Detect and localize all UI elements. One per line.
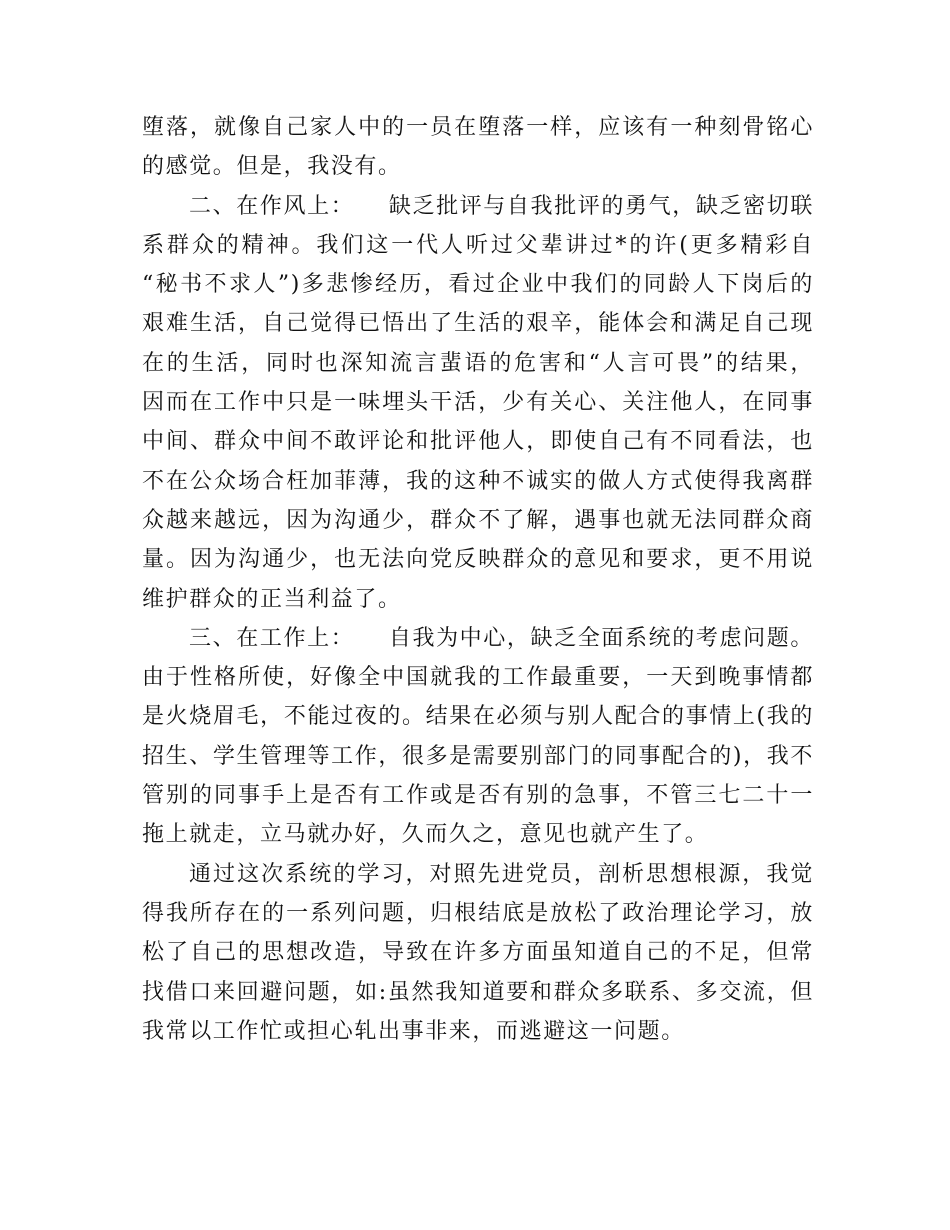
text-line: 是火烧眉毛，不能过夜的。结果在必须与别人配合的事情上(我的 (142, 704, 814, 730)
text-line: 由于性格所使，好像全中国就我的工作最重要，一天到晚事情都 (142, 665, 814, 691)
text-line: 三、在工作上： 自我为中心，缺乏全面系统的考虑问题。 (189, 625, 814, 651)
paragraph-2 (142, 187, 814, 619)
text-line: “秘书不求人”)多悲惨经历，看过企业中我们的同龄人下岗后的 (142, 272, 814, 298)
paragraph-1 (142, 108, 814, 187)
text-line: 众越来越远，因为沟通少，群众不了解，遇事也就无法同群众商 (142, 507, 814, 533)
text-line: 维护群众的正当利益了。 (142, 586, 402, 612)
text-line: 管别的同事手上是否有工作或是否有别的急事，不管三七二十一 (142, 783, 814, 809)
text-line: 我常以工作忙或担心轧出事非来，而逃避这一问题。 (142, 1018, 685, 1044)
text-line: 松了自己的思想改造，导致在许多方面虽知道自己的不足，但常 (142, 940, 814, 966)
text-line: 通过这次系统的学习，对照先进党员，剖析思想根源，我觉 (189, 861, 814, 887)
text-line: 在的生活，同时也深知流言蜚语的危害和“人言可畏”的结果， (142, 350, 814, 376)
paragraph-3 (142, 619, 814, 855)
text-line: 中间、群众中间不敢评论和批评他人，即使自己有不同看法，也 (142, 429, 814, 455)
text-line: 得我所存在的一系列问题，归根结底是放松了政治理论学习，放 (142, 900, 814, 926)
text-line: 拖上就走，立马就办好，久而久之，意见也就产生了。 (142, 822, 709, 848)
text-line: 系群众的精神。我们这一代人听过父辈讲过*的许(更多精彩自 (142, 232, 814, 258)
text-line: 二、在作风上： 缺乏批评与自我批评的勇气，缺乏密切联 (189, 193, 814, 219)
text-line: 堕落，就像自己家人中的一员在堕落一样，应该有一种刻骨铭心 (142, 115, 814, 140)
text-line: 找借口来回避问题，如:虽然我知道要和群众多联系、多交流，但 (142, 979, 814, 1005)
text-line: 因而在工作中只是一味埋头干活，少有关心、关注他人，在同事 (142, 390, 814, 416)
text-line: 的感觉。但是，我没有。 (142, 154, 402, 180)
text-line: 招生、学生管理等工作，很多是需要别部门的同事配合的)，我不 (142, 743, 814, 769)
text-line: 艰难生活，自己觉得已悟出了生活的艰辛，能体会和满足自己现 (142, 311, 814, 337)
paragraph-4 (142, 855, 814, 1051)
document-body (142, 108, 814, 1051)
text-line: 不在公众场合枉加菲薄，我的这种不诚实的做人方式使得我离群 (142, 468, 814, 494)
text-line: 量。因为沟通少，也无法向党反映群众的意见和要求，更不用说 (142, 547, 814, 573)
